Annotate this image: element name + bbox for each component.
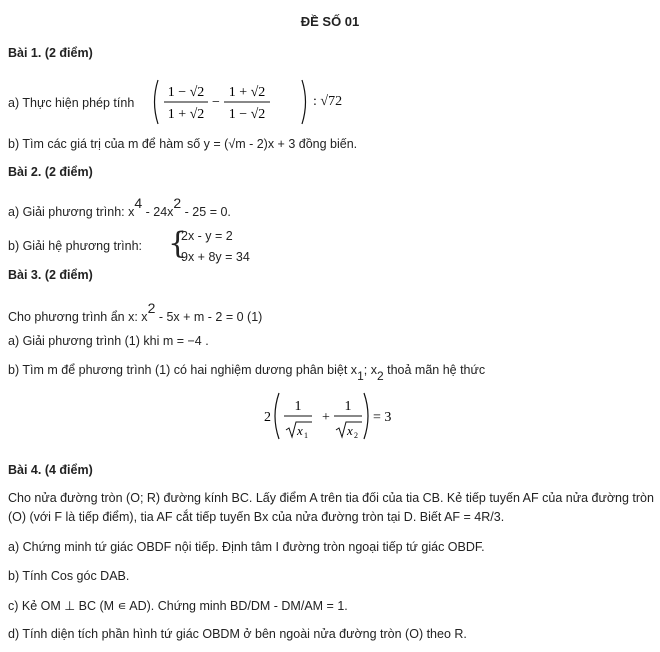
bai4-b: b) Tính Cos góc DAB. xyxy=(8,569,130,583)
svg-text:1: 1 xyxy=(344,399,352,414)
bai1-b: b) Tìm các giá trị của m để hàm số y = (√m - 2)x + 3 đồng biến. xyxy=(8,137,358,151)
bai1-num1: 1 − √2 xyxy=(167,85,205,100)
bai1-num2: 1 + √2 xyxy=(228,85,266,100)
bai3-a: a) Giải phương trình (1) khi m = −4 . xyxy=(8,334,209,348)
page-title: ĐỀ SỐ 01 xyxy=(300,14,360,29)
bai3-heading: Bài 3. (2 điểm) xyxy=(8,268,93,282)
svg-text:+: + xyxy=(322,410,330,425)
system-brace: { xyxy=(168,226,188,261)
svg-text:2: 2 xyxy=(264,410,271,425)
bai4-heading: Bài 4. (4 điểm) xyxy=(8,463,93,477)
bai3-b: b) Tìm m để phương trình (1) có hai nghiệm dương phân biệt $x_1$; $x_2$ thoả mãn hệ thức xyxy=(8,363,486,383)
bai3-intro: Cho phương trình ẩn x: $x^2 - 5x + m - 2 = 0$ (1) xyxy=(8,300,263,325)
svg-text:1: 1 xyxy=(294,399,302,414)
bai4-d: d) Tính diện tích phần hình tứ giác OBDM ở bên ngoài nửa đường tròn (O) theo R. xyxy=(8,627,467,641)
bai1-heading: Bài 1. (2 điểm) xyxy=(8,46,93,60)
bai2-b-label: b) Giải hệ phương trình: xyxy=(8,239,142,253)
minus-sign: − xyxy=(212,95,220,110)
svg-text:x: x xyxy=(297,423,303,438)
svg-text:1: 1 xyxy=(304,431,308,440)
bai2-heading: Bài 2. (2 điểm) xyxy=(8,165,93,179)
bai1-a-label: a) Thực hiện phép tính xyxy=(8,96,135,110)
bai2-a: a) Giải phương trình: $x^4 - 24x^2 - 25 = 0$. xyxy=(8,195,231,220)
bai4-c: c) Kẻ OM ⊥ BC (M ∊ AD). Chứng minh BD/DM - DM/AM = 1. xyxy=(8,599,348,613)
bai1-tail: : √72 xyxy=(313,94,343,109)
svg-text:2: 2 xyxy=(354,431,358,440)
bai1-den1: 1 + √2 xyxy=(167,107,205,122)
bai4-intro: Cho nửa đường tròn (O; R) đường kính BC. Lấy điểm A trên tia đối của tia CB. Kẻ tiếp tuyến AF của nửa đường tròn (O) (với F là tiếp điểm), tia AF cắt tiếp tuyến Bx của nửa đường tròn tại D. Biết AF = 4R/3. xyxy=(8,491,654,524)
bai2-eq2: 9x + 8y = 34 xyxy=(181,250,250,264)
svg-text:= 3: = 3 xyxy=(373,410,392,425)
bai1-formula xyxy=(150,76,320,128)
bai2-eq1: 2x - y = 2 xyxy=(181,229,233,243)
bai1-den2: 1 − √2 xyxy=(228,107,266,122)
bai3-formula xyxy=(262,388,402,444)
svg-text:x: x xyxy=(347,423,353,438)
bai4-a: a) Chứng minh tứ giác OBDF nội tiếp. Định tâm I đường tròn ngoại tiếp tứ giác OBDF. xyxy=(8,540,485,554)
